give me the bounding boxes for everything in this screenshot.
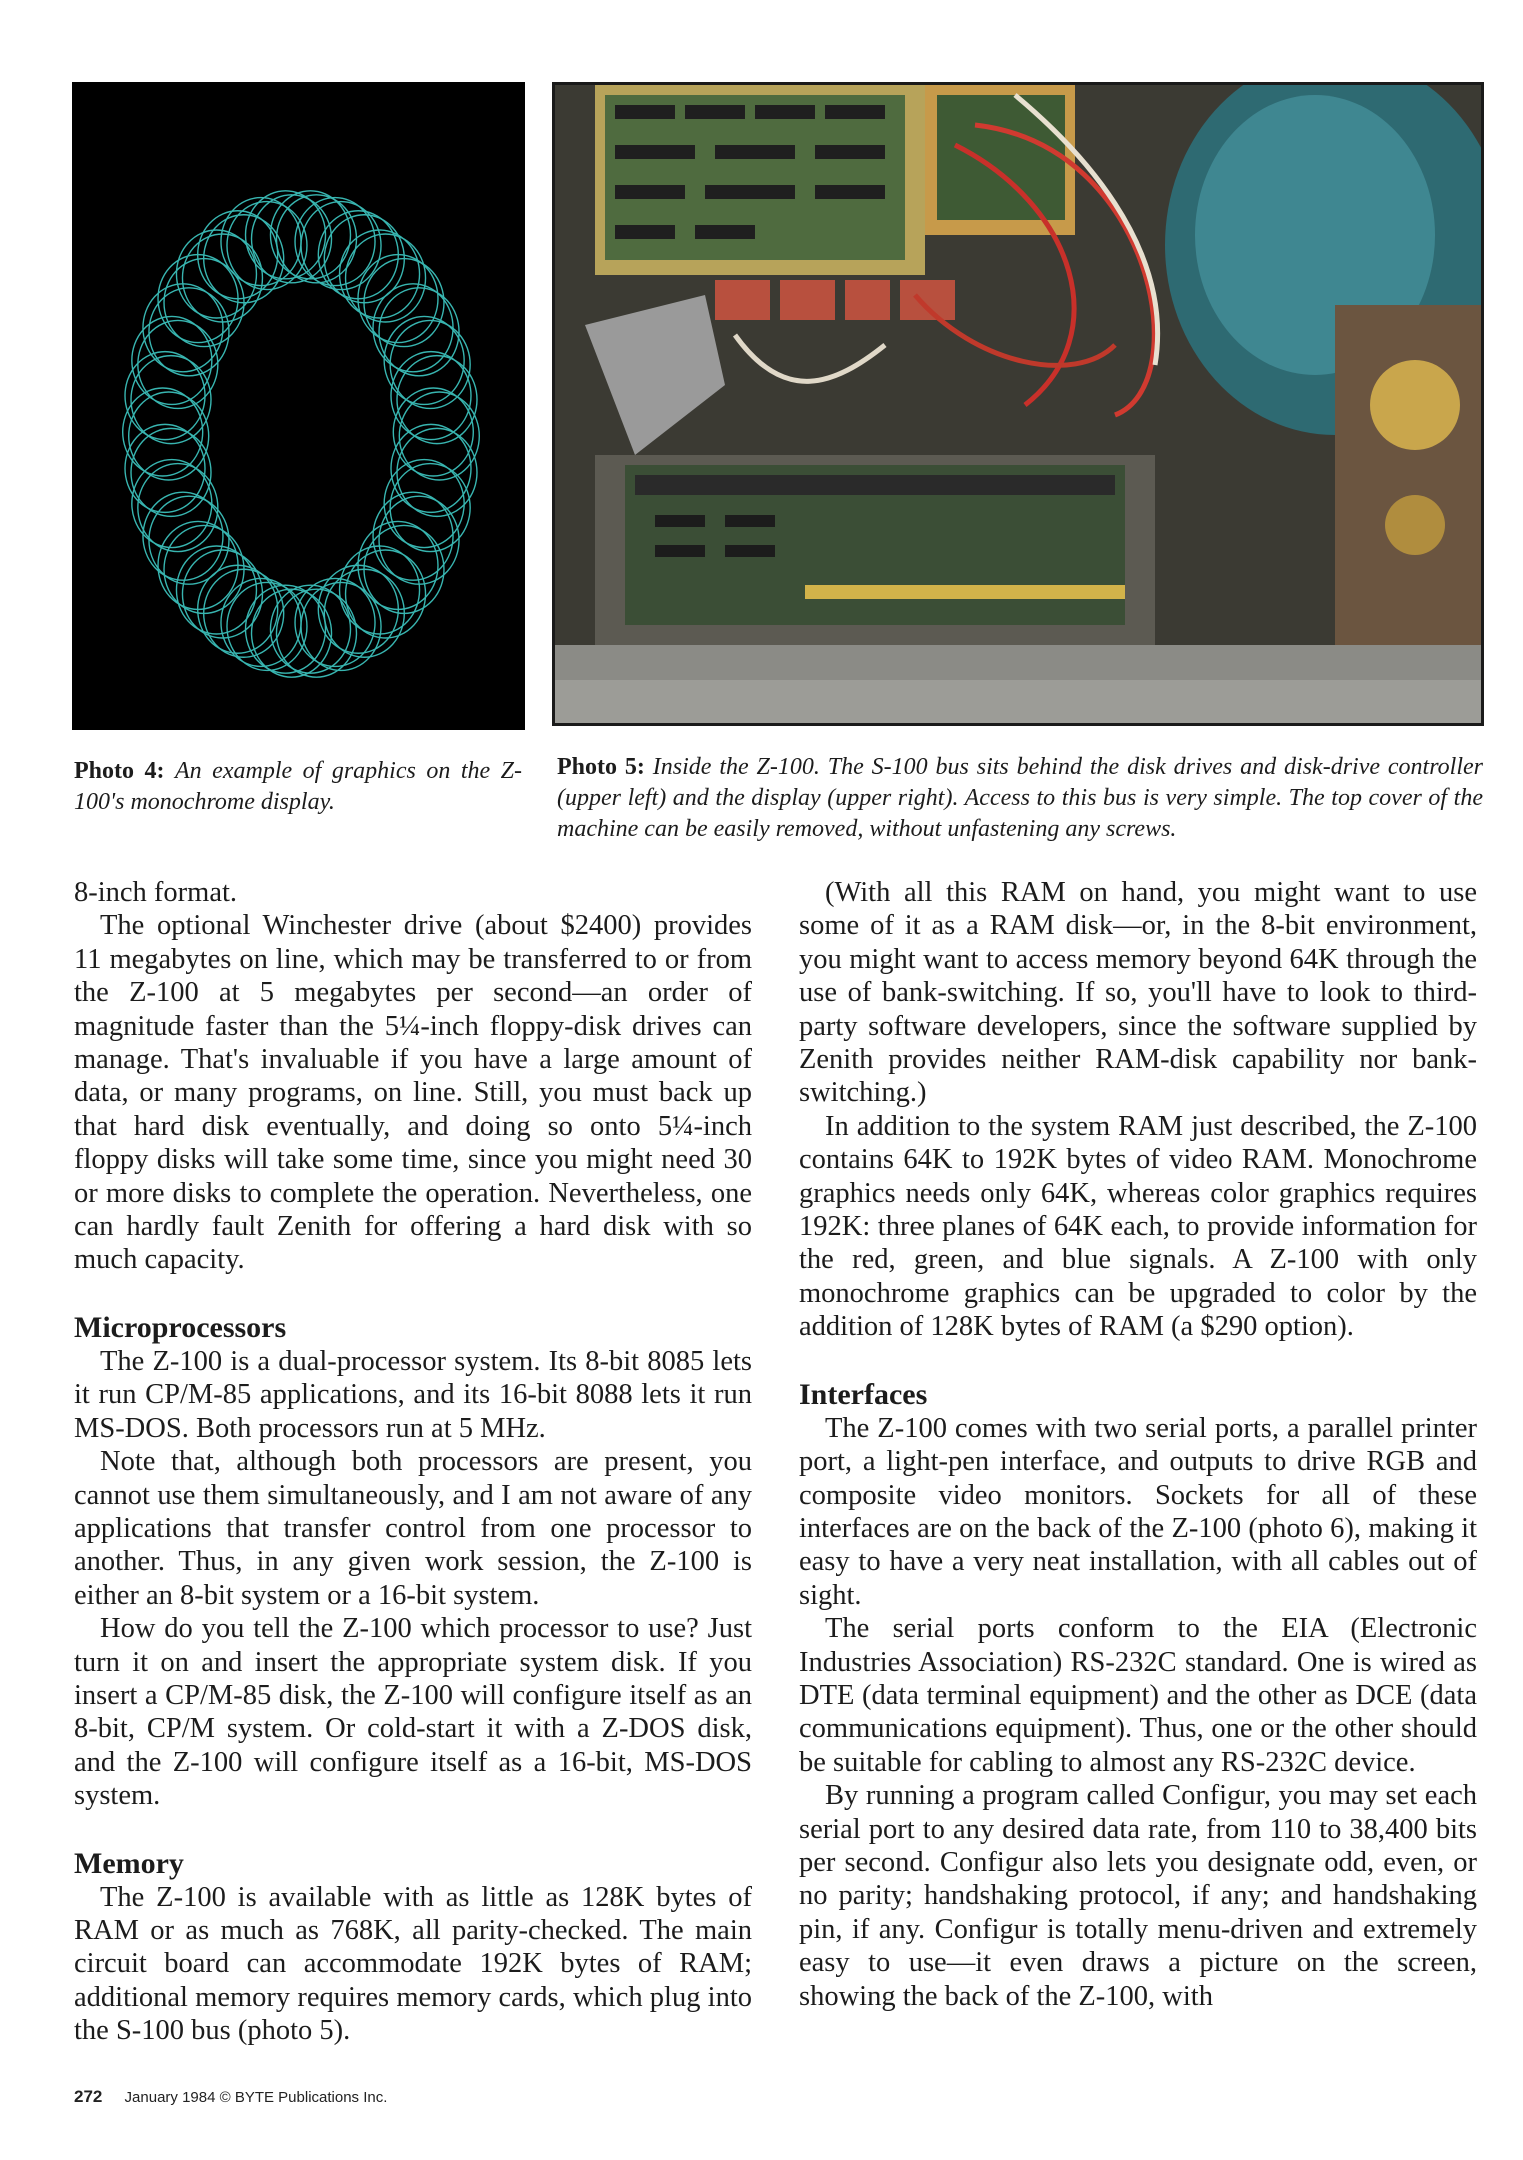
photo-4-caption [74,756,522,818]
ring-circle [125,352,205,440]
paragraph: The Z-100 comes with two serial ports, a parallel printer port, a light-pen interface, and outputs to drive RGB and composite video monitors. Sockets for all of these interfaces are on the back of the Z-100 (photo 6), making it easy to have a very neat installation, with all cables out of sight. [799,1412,1477,1611]
paragraph: Note that, although both processors are present, you cannot use them simultaneously, and I am not aware of any applications that transfer control from one processor to another. Thus, in any given work session, the Z-100 is either an 8-bit system or a 16-bit system. [74,1446,752,1611]
ring-circle [399,392,479,480]
photo-4-caption-text: An example of graphics on the Z-100's monochrome display. [74,758,522,815]
article-right-column [799,876,1477,2013]
heading-memory: Memory [74,1846,184,1880]
ring-circle [393,388,473,476]
paragraph: 8-inch format. [74,877,238,908]
photo-5-inside-z100-image [552,82,1484,726]
ring-circle [129,392,209,480]
footer-publication: January 1984 © BYTE Publications Inc. [124,2089,388,2106]
paragraph: The Z-100 is a dual-processor system. Its 8-bit 8085 lets it run CP/M-85 applications, and its 16-bit 8088 lets it run MS-DOS. Both processors run at 5 MHz. [74,1345,752,1444]
paragraph: How do you tell the Z-100 which processor to use? Just turn it on and insert the appropriate system disk. If you insert a CP/M-85 disk, the Z-100 will configure itself as an 8-bit, CP/M system. Or cold-start it with a Z-DOS disk, and the Z-100 will configure itself as a 16-bit, MS-DOS system. [74,1613,752,1812]
photo-5-caption [557,752,1483,845]
photo-5-caption-text: Inside the Z-100. The S-100 bus sits behind the disk drives and disk-drive controller (upper left) and the display (upper right). Access to this bus is very simple. The top cover of the machine can be easily removed, without unfastening any screws. [557,754,1483,842]
ring-circle [164,525,244,613]
ring-circle [158,521,238,609]
ring-circle [397,428,477,516]
article-left-column [74,876,752,2048]
paragraph: The Z-100 is available with as little as 128K bytes of RAM or as much as 768K, all parity-checked. The main circuit board can accommodate 192K bytes of RAM; additional memory requires memory cards, which plug into the S-100 bus (photo 5). [74,1881,752,2047]
photo-4-graphics-image [72,82,525,730]
heading-interfaces: Interfaces [799,1377,928,1411]
heading-microprocessors: Microprocessors [74,1310,287,1344]
ring-circle [270,191,350,279]
ring-circle [252,589,332,677]
paragraph: By running a program called Configur, you may set each serial port to any desired data rate, from 110 to 38,400 bits per second. Configur also lets you designate odd, even, or no parity; handshaking protocol, if any; and handshaking pin, if any. Configur is totally menu-driven and extremely easy to use—it even draws a picture on the screen, showing the back of the Z-100, with [799,1780,1477,2012]
paragraph: The serial ports conform to the EIA (Electronic Industries Association) RS-232C standard. One is wired as DTE (data terminal equipment) and the other as DCE (data communications equipment). Thus, one or the other should be suitable for cabling to almost any RS-232C device. [799,1613,1477,1778]
ring-circle [384,316,464,404]
ring-graphic [72,82,525,730]
ring-circle [364,259,444,347]
ring-circle [397,356,477,444]
ring-circle [358,255,438,343]
photo-4-caption-lead: Photo 4: [74,758,165,784]
ring-circle [123,388,203,476]
paragraph: (With all this RAM on hand, you might want to use some of it as a RAM disk—or, in the 8-bit environment, you might want to access memory beyond 64K through the use of bank-switching. If so, you'll have to look to third-party software developers, since the software supplied by Zenith provides neither RAM-disk capability nor bank-switching.) [799,877,1477,1109]
ring-circle [138,464,218,552]
circuit-board-illustration [555,85,1481,723]
ring-circle [125,424,205,512]
page-footer [74,2087,387,2107]
photo-5-caption-lead: Photo 5: [557,754,645,780]
paragraph: The optional Winchester drive (about $2400) provides 11 megabytes on line, which may be transferred to or from the Z-100 at 5 megabytes per second—an order of magnitude faster than the 5¼-inch floppy-disk drives can manage. That's invaluable if you have a large amount of data, or many programs, on line. Still, you must back up that hard disk eventually, and doing so onto 5¼-inch floppy disks will take some time, since you might need 30 or more disks to complete the operation. Nevertheless, one can hardly fault Zenith for offering a hard disk with so much capacity. [74,910,752,1276]
page-number: 272 [74,2087,103,2106]
paragraph: In addition to the system RAM just described, the Z-100 contains 64K to 192K bytes of video RAM. Monochrome graphics needs only 64K, whereas color graphics requires 192K: three planes of 64K each, to provide information for the red, green, and blue signals. A Z-100 with only monochrome graphics can be upgraded to color by the addition of 128K bytes of RAM (a $290 option). [799,1110,1477,1343]
